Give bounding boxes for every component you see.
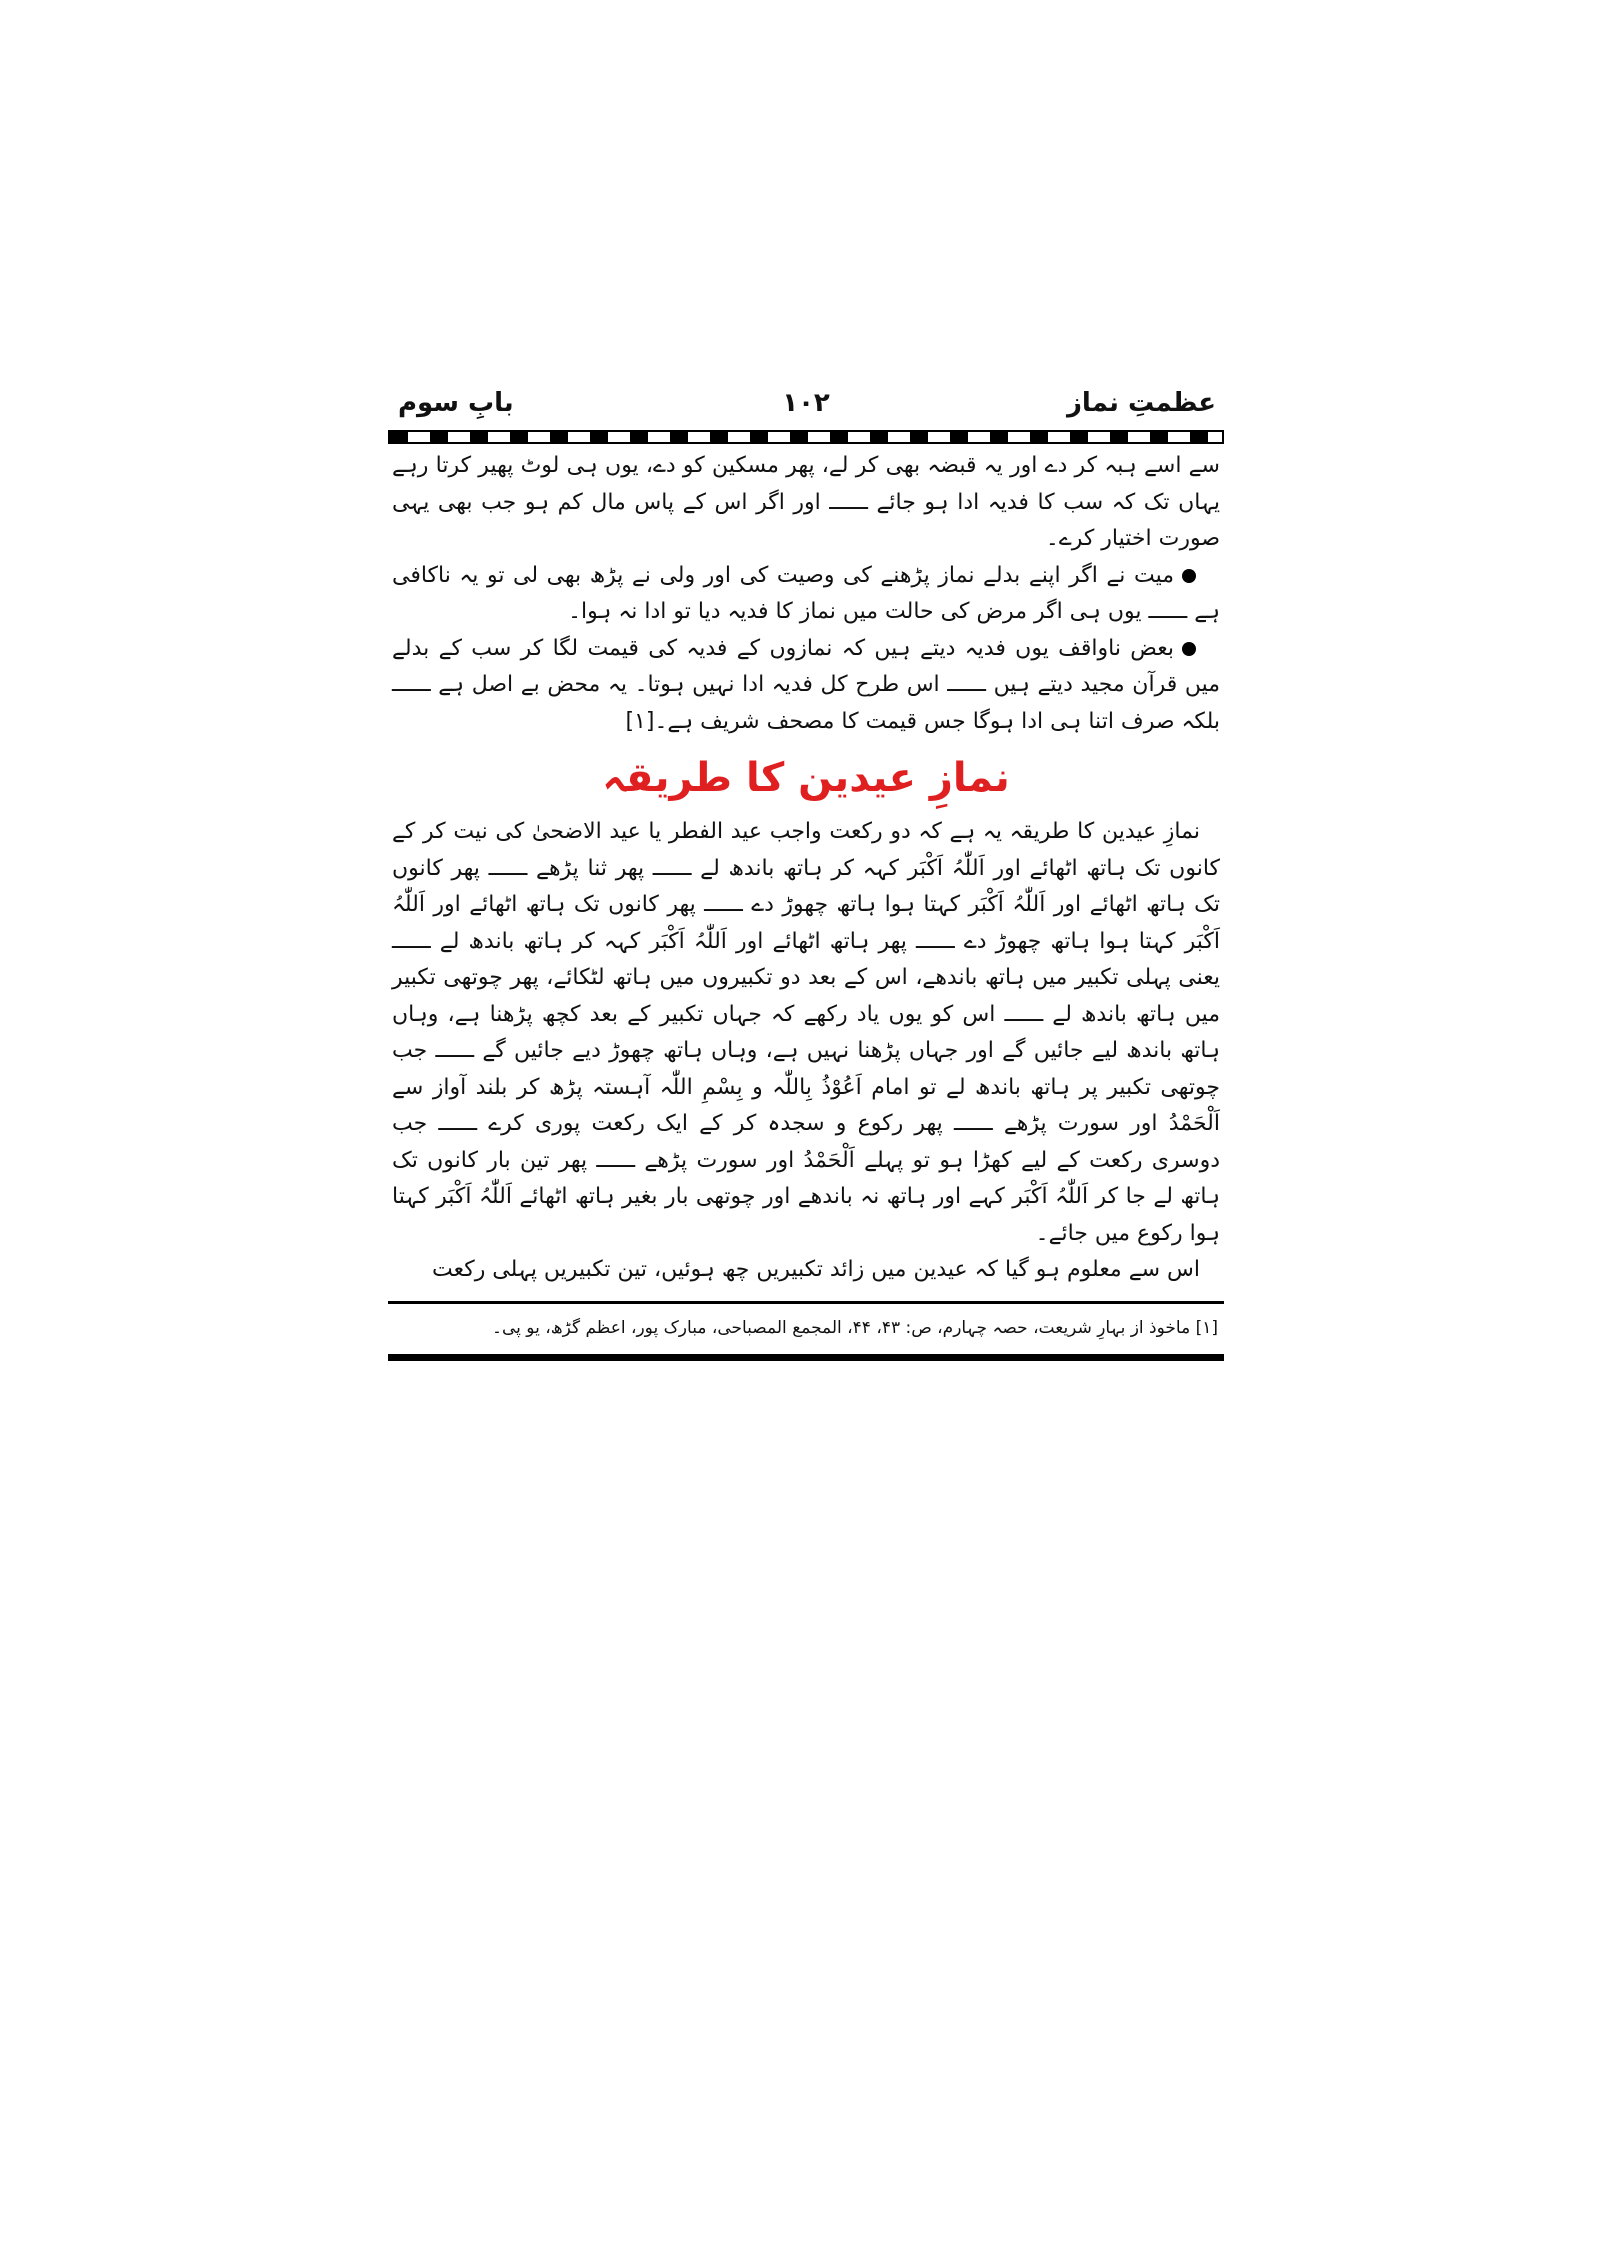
text-line: میت نے اگر اپنے بدلے نماز پڑھنے کی وصیت کی اور ولی نے پڑھ بھی لی تو یہ [459, 562, 1174, 588]
page-bottom-rule [388, 1354, 1224, 1361]
text-line: چوتھی بار بغیر ہاتھ اٹھائے اَللّٰہُ اَکْبَر کہتا ہوا رکوع میں جائے۔ [392, 1184, 1220, 1246]
text-line: بدلے میں قرآن مجید دیتے ہیں ــــــ اس طرح کل فدیہ ادا نہیں ہوتا۔ یہ محض بے اصل [392, 635, 1221, 697]
text-line: یہاں تک کہ سب کا فدیہ ادا ہو جائے ــــــ اور اگر اس کے پاس مال کم ہو جب بھی یہی [392, 489, 1220, 515]
paragraph-continuation [392, 448, 1220, 558]
footnote: [۱] ماخوذ از بہارِ شریعت، حصہ چہارم، ص: ۴۳، ۴۴، المجمع المصباحی، مبارک پور، اعظم گڑھ، یو پی۔ [492, 1317, 1218, 1338]
text-line: رکعت پوری کرے ــــــ جب دوسری رکعت کے لیے کھڑا ہو تو پہلے اَلْحَمْدُ اور سورت [392, 1111, 1220, 1173]
paragraph-conclusion [392, 1252, 1220, 1289]
text-line: پڑھے ــــــ پھر تین بار کانوں تک ہاتھ لے جا کر اَللّٰہُ اَکْبَر کہے اور ہاتھ نہ باندھے اور [392, 1147, 1221, 1209]
paragraph-eid-method [392, 814, 1220, 1252]
header-divider [388, 430, 1224, 444]
page-number: ۱۰۲ [782, 388, 830, 418]
bullet-icon [1182, 642, 1196, 656]
book-title: عظمتِ نماز [1066, 388, 1216, 418]
body-text-before-heading [388, 448, 1224, 740]
text-line: کچھ پڑھنا ہے، وہاں ہاتھ باندھ لیے جائیں گے اور جہاں پڑھنا نہیں ہے، وہاں ہاتھ چھوڑ [392, 1001, 1221, 1063]
text-line: بعض ناواقف یوں فدیہ دیتے ہیں کہ نمازوں کے فدیہ کی قیمت لگا کر سب کے [438, 635, 1174, 661]
page-header [388, 388, 1224, 430]
text-line: سے اسے ہبہ کر دے اور یہ قبضہ بھی کر لے، پھر مسکین کو دے، یوں ہی لوٹ پھیر کرتا رہے [392, 453, 1220, 478]
chapter-title: بابِ سوم [398, 388, 514, 418]
text-line: اس سے معلوم ہو گیا کہ عیدین میں زائد تکبیریں چھ ہوئیں، تین تکبیریں پہلی رکعت [432, 1257, 1200, 1282]
text-line: نمازِ عیدین کا طریقہ یہ ہے کہ دو رکعت واجب عید الفطر یا عید الاضحیٰ کی نیت [453, 819, 1200, 844]
text-line: ہاتھ باندھ لے ــــــ یعنی پہلی تکبیر میں ہاتھ باندھے، اس کے بعد دو تکبیروں میں ہاتھ [392, 928, 1221, 990]
bullet-icon [1182, 569, 1196, 583]
text-line: دیے جائیں گے ــــــ جب چوتھی تکبیر پر ہاتھ باندھ لے تو امام اَعُوْذُ بِاللّٰہ و بِسْمِ اللّٰہ [392, 1038, 1221, 1100]
bullet-paragraph [392, 631, 1220, 741]
text-line: ہاتھ اٹھائے اور اَللّٰہُ اَکْبَر کہتا ہوا ہاتھ چھوڑ دے ــــــ پھر ہاتھ اٹھائے اور اَللّٰہُ اَکْبَر کہہ کر [392, 892, 1220, 954]
body-text-after-heading [388, 814, 1224, 1289]
text-line: ــــــ پھر کانوں تک ہاتھ اٹھائے اور اَللّٰہُ اَکْبَر کہتا ہوا ہاتھ چھوڑ دے ــــــ پھر کانوں تک [392, 855, 1220, 917]
bullet-paragraph [392, 558, 1220, 631]
text-line: کر کے کانوں تک ہاتھ اٹھائے اور اَللّٰہُ اَکْبَر کہہ کر ہاتھ باندھ لے ــــــ پھر ثنا پڑھے [392, 819, 1220, 881]
text-line: لٹکائے، پھر چوتھی تکبیر میں ہاتھ باندھ لے ــــــ اس کو یوں یاد رکھے کہ جہاں تکبیر کے بعد [392, 965, 1221, 1027]
book-page [388, 388, 1224, 1361]
text-line: ہے ــــــ بلکہ صرف اتنا ہی ادا ہوگا جس قیمت کا مصحف شریف ہے۔[۱] [392, 672, 1220, 734]
section-heading: نمازِ عیدین کا طریقہ [602, 755, 1010, 801]
text-line: آہستہ پڑھ کر بلند آواز سے اَلْحَمْدُ اور سورت پڑھے ــــــ پھر رکوع و سجدہ کر کے ایک [392, 1074, 1220, 1136]
text-line: ناکافی ہے ــــــ یوں ہی اگر مرض کی حالت میں نماز کا فدیہ دیا تو ادا نہ ہوا۔ [392, 562, 1220, 624]
text-line: صورت اختیار کرے۔ [1045, 526, 1220, 551]
